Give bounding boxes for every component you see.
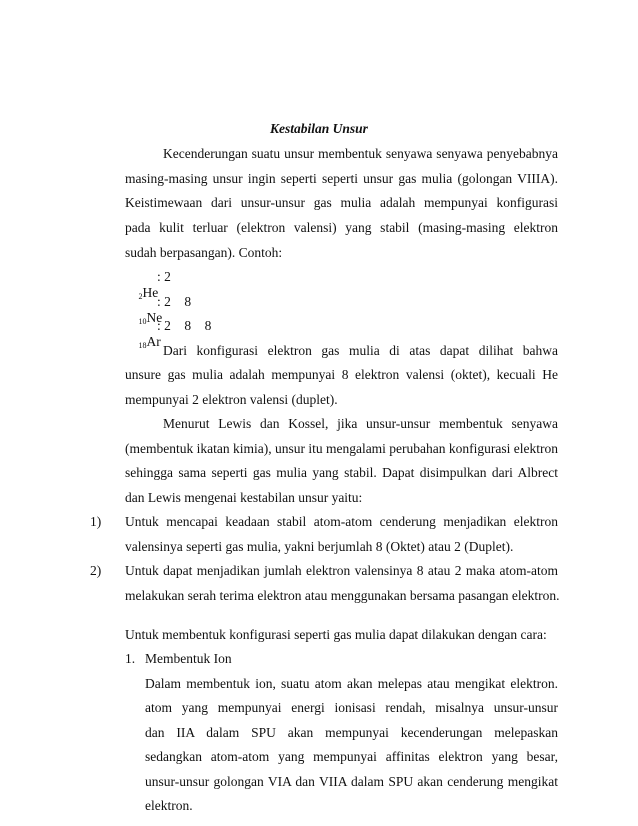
list-number: 2) bbox=[90, 563, 102, 578]
sub-item-number: 1. bbox=[125, 651, 136, 666]
para1-line-3: Keistimewaan dari unsur-unsur gas mulia adalah mempunyai konfigurasi bbox=[125, 195, 558, 210]
element-symbol: Ar bbox=[146, 334, 161, 349]
sub-para-line-6: elektron. bbox=[145, 798, 193, 813]
para2-line-3: mempunyai 2 elektron valensi (duplet). bbox=[125, 392, 338, 407]
electron-config: : 2 bbox=[157, 269, 171, 284]
electron-config: : 2 8 8 bbox=[157, 318, 212, 333]
atomic-number: 10 bbox=[138, 317, 147, 326]
atomic-number: 18 bbox=[138, 341, 147, 350]
para3-line-4: dan Lewis mengenai kestabilan unsur yaitu: bbox=[125, 490, 363, 505]
para4: Untuk membentuk konfigurasi seperti gas mulia dapat dilakukan dengan cara: bbox=[125, 627, 547, 642]
sub-para-line-5: unsur-unsur golongan VIA dan VIIA dalam SPU akan cenderung mengikat bbox=[145, 774, 558, 789]
sub-para-line-2: atom yang mempunyai energi ionisasi rendah, misalnya unsur-unsur bbox=[145, 700, 558, 715]
sub-para-line-4: sedangkan atom-atom yang mempunyai affinitas elektron yang besar, bbox=[145, 749, 558, 764]
electron-config: : 2 8 bbox=[157, 294, 192, 309]
list-item-1-line-1: Untuk mencapai keadaan stabil atom-atom cenderung menjadikan elektron bbox=[125, 514, 558, 529]
element-symbol: Ne bbox=[146, 310, 163, 325]
atomic-number: 2 bbox=[138, 292, 143, 301]
list-item-2-line-1: Untuk dapat menjadikan jumlah elektron valensinya 8 atau 2 maka atom-atom bbox=[125, 563, 558, 578]
list-item-2-line-2: melakukan serah terima elektron atau menggunakan bersama pasangan elektron. bbox=[125, 588, 560, 603]
para2-line-1: Dari konfigurasi elektron gas mulia di atas dapat dilihat bahwa bbox=[163, 343, 558, 358]
list-number: 1) bbox=[90, 514, 102, 529]
list-item-1-line-2: valensinya seperti gas mulia, yakni berjumlah 8 (Oktet) atau 2 (Duplet). bbox=[125, 539, 514, 554]
element-symbol: He bbox=[142, 285, 159, 300]
sub-item-heading: Membentuk Ion bbox=[145, 651, 232, 666]
para2-line-2: unsure gas mulia adalah mempunyai 8 elektron valensi (oktet), kecuali He bbox=[125, 367, 558, 382]
page-title: Kestabilan Unsur bbox=[270, 121, 368, 136]
para1-line-4: pada kulit terluar (elektron valensi) yang stabil (masing-masing elektron bbox=[125, 220, 558, 235]
sub-para-line-1: Dalam membentuk ion, suatu atom akan melepas atau mengikat elektron. bbox=[145, 676, 558, 691]
para3-line-3: sehingga sama seperti gas mulia yang stabil. Dapat disimpulkan dari Albrect bbox=[125, 465, 558, 480]
para3-line-1: Menurut Lewis dan Kossel, jika unsur-unsur membentuk senyawa bbox=[163, 416, 558, 431]
para1-line-2: masing-masing unsur ingin seperti seperti unsur gas mulia (golongan VIIIA). bbox=[125, 171, 558, 186]
para3-line-2: (membentuk ikatan kimia), unsur itu mengalami perubahan konfigurasi elektron bbox=[125, 441, 558, 456]
sub-para-line-3: dan IIA dalam SPU akan mempunyai kecenderungan melepaskan bbox=[145, 725, 558, 740]
para1-line-5: sudah berpasangan). Contoh: bbox=[125, 245, 283, 260]
para1-line-1: Kecenderungan suatu unsur membentuk senyawa senyawa penyebabnya bbox=[163, 146, 558, 161]
